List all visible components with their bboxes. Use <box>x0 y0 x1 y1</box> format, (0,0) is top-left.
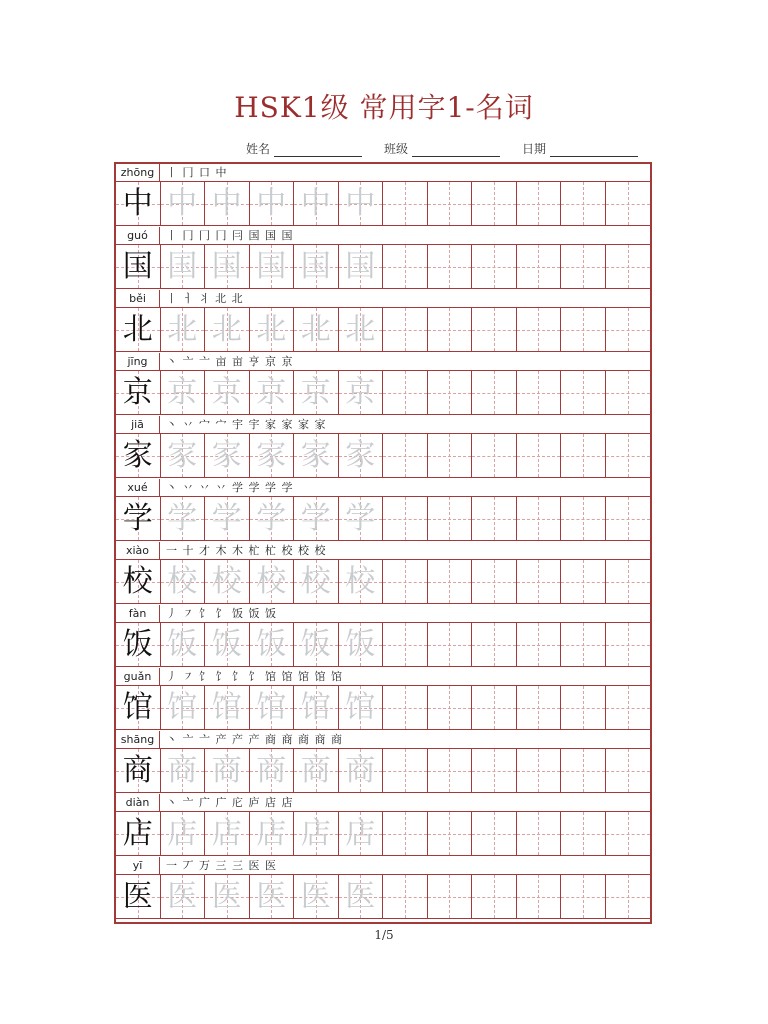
practice-row <box>116 416 650 479</box>
empty-practice-box[interactable] <box>472 497 517 540</box>
trace-box[interactable] <box>161 245 206 288</box>
empty-practice-box[interactable] <box>428 434 473 477</box>
stroke-order: 丶 亠 广 广 庀 庐 店 店 <box>166 796 294 809</box>
empty-practice-box[interactable] <box>561 875 606 918</box>
stroke-order: 丶 亠 亠 亩 亩 亨 京 京 <box>166 355 294 368</box>
empty-practice-box[interactable] <box>561 686 606 729</box>
stroke-order: 一 丆 万 三 三 医 医 <box>166 859 277 872</box>
trace-character: 商 <box>345 752 376 788</box>
name-field[interactable] <box>246 140 362 157</box>
trace-character: 店 <box>256 815 287 851</box>
model-character-box <box>116 623 161 666</box>
practice-row <box>116 605 650 668</box>
trace-box[interactable] <box>161 560 206 603</box>
trace-box[interactable] <box>205 875 250 918</box>
trace-character: 医 <box>167 878 198 914</box>
empty-practice-box[interactable] <box>517 812 562 855</box>
pinyin-label: diàn <box>116 794 160 812</box>
trace-box[interactable] <box>161 371 206 414</box>
page-number: 1/5 <box>374 928 394 942</box>
stroke-order: 丿 ㇇ 饣 饣 饭 饭 饭 <box>166 607 277 620</box>
practice-row <box>116 227 650 290</box>
empty-practice-box[interactable] <box>472 182 517 225</box>
date-line <box>550 142 638 157</box>
date-field[interactable] <box>522 140 638 157</box>
empty-practice-box[interactable] <box>561 371 606 414</box>
trace-character: 校 <box>211 563 242 599</box>
trace-box[interactable] <box>250 812 295 855</box>
empty-practice-box[interactable] <box>517 497 562 540</box>
empty-practice-box[interactable] <box>606 560 651 603</box>
writing-boxes <box>116 812 650 856</box>
pinyin-strip <box>116 416 650 434</box>
empty-practice-box[interactable] <box>428 875 473 918</box>
trace-box[interactable] <box>161 308 206 351</box>
trace-character: 中 <box>167 185 198 221</box>
trace-box[interactable] <box>250 497 295 540</box>
trace-box[interactable] <box>161 812 206 855</box>
empty-practice-box[interactable] <box>517 371 562 414</box>
trace-character: 医 <box>256 878 287 914</box>
writing-boxes <box>116 308 650 352</box>
trace-character: 学 <box>256 500 287 536</box>
trace-character: 中 <box>345 185 376 221</box>
practice-row <box>116 542 650 605</box>
model-character: 学 <box>122 500 153 536</box>
trace-character: 家 <box>211 437 242 473</box>
model-character: 馆 <box>122 689 153 725</box>
trace-box[interactable] <box>294 245 339 288</box>
model-character-box <box>116 812 161 855</box>
empty-practice-box[interactable] <box>561 560 606 603</box>
trace-box[interactable] <box>161 623 206 666</box>
trace-character: 店 <box>345 815 376 851</box>
trace-box[interactable] <box>205 560 250 603</box>
trace-box[interactable] <box>339 182 384 225</box>
trace-character: 北 <box>345 311 376 347</box>
trace-box[interactable] <box>205 812 250 855</box>
empty-practice-box[interactable] <box>561 434 606 477</box>
trace-box[interactable] <box>205 686 250 729</box>
trace-character: 京 <box>345 374 376 410</box>
pinyin-label: zhōng <box>116 164 160 182</box>
trace-character: 国 <box>211 248 242 284</box>
writing-boxes <box>116 623 650 667</box>
trace-box[interactable] <box>294 497 339 540</box>
trace-box[interactable] <box>205 308 250 351</box>
trace-character: 京 <box>256 374 287 410</box>
trace-box[interactable] <box>339 686 384 729</box>
trace-box[interactable] <box>294 308 339 351</box>
empty-practice-box[interactable] <box>561 812 606 855</box>
writing-boxes <box>116 560 650 604</box>
trace-box[interactable] <box>161 497 206 540</box>
empty-practice-box[interactable] <box>383 434 428 477</box>
pinyin-label: jīng <box>116 353 160 371</box>
trace-character: 饭 <box>300 626 331 662</box>
trace-character: 校 <box>256 563 287 599</box>
practice-grid <box>114 162 652 924</box>
empty-practice-box[interactable] <box>561 623 606 666</box>
model-character: 店 <box>122 815 153 851</box>
model-character-box <box>116 308 161 351</box>
trace-box[interactable] <box>205 497 250 540</box>
page-title: HSK1级 常用字1-名词 <box>234 91 534 124</box>
empty-practice-box[interactable] <box>428 749 473 792</box>
trace-box[interactable] <box>339 749 384 792</box>
empty-practice-box[interactable] <box>472 560 517 603</box>
trace-box[interactable] <box>205 182 250 225</box>
pinyin-label: guó <box>116 227 160 245</box>
empty-practice-box[interactable] <box>517 749 562 792</box>
empty-practice-box[interactable] <box>517 875 562 918</box>
empty-practice-box[interactable] <box>383 812 428 855</box>
trace-character: 学 <box>167 500 198 536</box>
empty-practice-box[interactable] <box>606 812 651 855</box>
pinyin-label: fàn <box>116 605 160 623</box>
trace-character: 校 <box>167 563 198 599</box>
trace-box[interactable] <box>339 560 384 603</box>
empty-practice-box[interactable] <box>383 182 428 225</box>
stroke-order: 丿 ㇇ 饣 饣 饣 饣 馆 馆 馆 馆 馆 <box>166 670 343 683</box>
trace-box[interactable] <box>294 812 339 855</box>
practice-row <box>116 668 650 731</box>
empty-practice-box[interactable] <box>472 812 517 855</box>
empty-practice-box[interactable] <box>472 623 517 666</box>
trace-character: 医 <box>300 878 331 914</box>
date-label: 日期 <box>522 142 547 156</box>
writing-boxes <box>116 245 650 289</box>
empty-practice-box[interactable] <box>517 686 562 729</box>
pinyin-strip <box>116 857 650 875</box>
empty-practice-box[interactable] <box>517 560 562 603</box>
trace-character: 中 <box>211 185 242 221</box>
empty-practice-box[interactable] <box>517 245 562 288</box>
model-character: 中 <box>122 185 153 221</box>
trace-box[interactable] <box>205 623 250 666</box>
trace-character: 国 <box>300 248 331 284</box>
trace-box[interactable] <box>339 623 384 666</box>
trace-character: 中 <box>256 185 287 221</box>
empty-practice-box[interactable] <box>606 623 651 666</box>
model-character-box <box>116 434 161 477</box>
trace-box[interactable] <box>161 434 206 477</box>
trace-box[interactable] <box>250 371 295 414</box>
name-line <box>274 142 362 157</box>
trace-character: 饭 <box>167 626 198 662</box>
trace-character: 馆 <box>211 689 242 725</box>
trace-box[interactable] <box>250 560 295 603</box>
model-character-box <box>116 371 161 414</box>
trace-box[interactable] <box>161 749 206 792</box>
trace-box[interactable] <box>250 434 295 477</box>
model-character-box <box>116 749 161 792</box>
pinyin-label: guǎn <box>116 668 160 686</box>
trace-character: 京 <box>167 374 198 410</box>
empty-practice-box[interactable] <box>606 497 651 540</box>
writing-boxes <box>116 686 650 730</box>
stroke-order: 丶 丷 宀 宀 宇 宇 家 家 家 家 <box>166 418 327 431</box>
trace-box[interactable] <box>250 245 295 288</box>
class-line <box>412 142 500 157</box>
trace-box[interactable] <box>205 245 250 288</box>
empty-practice-box[interactable] <box>428 497 473 540</box>
pinyin-label: yī <box>116 857 160 875</box>
name-label: 姓名 <box>246 142 271 156</box>
trace-character: 家 <box>167 437 198 473</box>
trace-box[interactable] <box>205 434 250 477</box>
empty-practice-box[interactable] <box>606 245 651 288</box>
practice-row <box>116 794 650 857</box>
empty-practice-box[interactable] <box>472 308 517 351</box>
practice-row <box>116 290 650 353</box>
trace-character: 饭 <box>211 626 242 662</box>
empty-practice-box[interactable] <box>517 182 562 225</box>
pinyin-strip <box>116 605 650 623</box>
trace-box[interactable] <box>161 875 206 918</box>
empty-practice-box[interactable] <box>517 434 562 477</box>
writing-boxes <box>116 182 650 226</box>
trace-box[interactable] <box>250 182 295 225</box>
trace-box[interactable] <box>250 686 295 729</box>
empty-practice-box[interactable] <box>606 434 651 477</box>
trace-character: 学 <box>345 500 376 536</box>
trace-box[interactable] <box>250 875 295 918</box>
empty-practice-box[interactable] <box>517 308 562 351</box>
stroke-order: 丶 亠 亠 产 产 产 商 商 商 商 商 <box>166 733 343 746</box>
pinyin-strip <box>116 668 650 686</box>
empty-practice-box[interactable] <box>606 371 651 414</box>
trace-character: 家 <box>256 437 287 473</box>
empty-practice-box[interactable] <box>428 560 473 603</box>
trace-box[interactable] <box>339 497 384 540</box>
pinyin-label: shāng <box>116 731 160 749</box>
student-info <box>246 140 638 157</box>
empty-practice-box[interactable] <box>606 182 651 225</box>
stroke-order: 丨 冂 冂 冂 冃 国 国 国 <box>166 229 294 242</box>
trace-character: 商 <box>167 752 198 788</box>
trace-box[interactable] <box>294 434 339 477</box>
model-character-box <box>116 686 161 729</box>
empty-practice-box[interactable] <box>561 308 606 351</box>
trace-box[interactable] <box>294 560 339 603</box>
empty-practice-box[interactable] <box>606 686 651 729</box>
practice-row <box>116 353 650 416</box>
trace-character: 饭 <box>256 626 287 662</box>
trace-character: 北 <box>300 311 331 347</box>
trace-box[interactable] <box>250 749 295 792</box>
model-character: 国 <box>122 248 153 284</box>
empty-practice-box[interactable] <box>383 686 428 729</box>
trace-character: 京 <box>300 374 331 410</box>
empty-practice-box[interactable] <box>472 245 517 288</box>
trace-character: 北 <box>211 311 242 347</box>
trace-character: 馆 <box>256 689 287 725</box>
model-character: 北 <box>122 311 153 347</box>
model-character: 校 <box>122 563 153 599</box>
trace-character: 店 <box>167 815 198 851</box>
trace-character: 馆 <box>167 689 198 725</box>
class-field[interactable] <box>384 140 500 157</box>
trace-box[interactable] <box>250 623 295 666</box>
trace-character: 家 <box>300 437 331 473</box>
stroke-order: 丶 丷 丷 丷 学 学 学 学 <box>166 481 294 494</box>
trace-character: 店 <box>211 815 242 851</box>
empty-practice-box[interactable] <box>561 245 606 288</box>
trace-box[interactable] <box>161 686 206 729</box>
model-character: 商 <box>122 752 153 788</box>
model-character-box <box>116 245 161 288</box>
trace-character: 学 <box>300 500 331 536</box>
trace-box[interactable] <box>339 434 384 477</box>
trace-character: 国 <box>345 248 376 284</box>
trace-character: 国 <box>256 248 287 284</box>
empty-practice-box[interactable] <box>383 560 428 603</box>
trace-character: 家 <box>345 437 376 473</box>
empty-practice-box[interactable] <box>472 686 517 729</box>
empty-practice-box[interactable] <box>428 686 473 729</box>
pinyin-strip <box>116 479 650 497</box>
empty-practice-box[interactable] <box>383 308 428 351</box>
trace-character: 京 <box>211 374 242 410</box>
empty-practice-box[interactable] <box>383 749 428 792</box>
empty-practice-box[interactable] <box>561 182 606 225</box>
pinyin-strip <box>116 227 650 245</box>
empty-practice-box[interactable] <box>561 749 606 792</box>
trace-character: 北 <box>256 311 287 347</box>
pinyin-label: xué <box>116 479 160 497</box>
pinyin-strip <box>116 164 650 182</box>
trace-box[interactable] <box>339 875 384 918</box>
trace-character: 校 <box>345 563 376 599</box>
empty-practice-box[interactable] <box>428 182 473 225</box>
practice-row <box>116 479 650 542</box>
trace-character: 馆 <box>345 689 376 725</box>
writing-boxes <box>116 434 650 478</box>
pinyin-strip <box>116 794 650 812</box>
trace-box[interactable] <box>294 182 339 225</box>
writing-boxes <box>116 371 650 415</box>
trace-character: 国 <box>167 248 198 284</box>
pinyin-label: jiā <box>116 416 160 434</box>
model-character: 医 <box>122 878 153 914</box>
empty-practice-box[interactable] <box>606 308 651 351</box>
writing-boxes <box>116 749 650 793</box>
empty-practice-box[interactable] <box>561 497 606 540</box>
empty-practice-box[interactable] <box>428 245 473 288</box>
empty-practice-box[interactable] <box>517 623 562 666</box>
trace-box[interactable] <box>294 371 339 414</box>
trace-box[interactable] <box>294 686 339 729</box>
trace-character: 中 <box>300 185 331 221</box>
empty-practice-box[interactable] <box>428 623 473 666</box>
empty-practice-box[interactable] <box>383 245 428 288</box>
trace-character: 饭 <box>345 626 376 662</box>
trace-character: 商 <box>256 752 287 788</box>
practice-row <box>116 857 650 920</box>
trace-box[interactable] <box>205 371 250 414</box>
empty-practice-box[interactable] <box>472 434 517 477</box>
model-character-box <box>116 875 161 918</box>
trace-character: 学 <box>211 500 242 536</box>
pinyin-strip <box>116 542 650 560</box>
trace-box[interactable] <box>339 371 384 414</box>
pinyin-strip <box>116 290 650 308</box>
writing-boxes <box>116 497 650 541</box>
trace-character: 北 <box>167 311 198 347</box>
trace-character: 医 <box>345 878 376 914</box>
empty-practice-box[interactable] <box>383 875 428 918</box>
model-character: 饭 <box>122 626 153 662</box>
empty-practice-box[interactable] <box>606 749 651 792</box>
trace-box[interactable] <box>294 875 339 918</box>
empty-practice-box[interactable] <box>472 749 517 792</box>
model-character-box <box>116 182 161 225</box>
trace-character: 店 <box>300 815 331 851</box>
empty-practice-box[interactable] <box>428 371 473 414</box>
trace-character: 医 <box>211 878 242 914</box>
stroke-order: 丨 ㅓ 丬 北 北 <box>166 292 244 305</box>
trace-box[interactable] <box>161 182 206 225</box>
trace-character: 商 <box>300 752 331 788</box>
class-label: 班级 <box>384 142 409 156</box>
empty-practice-box[interactable] <box>428 308 473 351</box>
trace-box[interactable] <box>339 308 384 351</box>
pinyin-strip <box>116 353 650 371</box>
empty-practice-box[interactable] <box>472 875 517 918</box>
trace-character: 校 <box>300 563 331 599</box>
empty-practice-box[interactable] <box>383 623 428 666</box>
empty-practice-box[interactable] <box>383 497 428 540</box>
trace-box[interactable] <box>250 308 295 351</box>
trace-box[interactable] <box>294 623 339 666</box>
trace-box[interactable] <box>294 749 339 792</box>
stroke-order: 一 十 才 木 木 杧 杧 校 校 校 <box>166 544 327 557</box>
model-character: 京 <box>122 374 153 410</box>
pinyin-label: běi <box>116 290 160 308</box>
model-character: 家 <box>122 437 153 473</box>
practice-row <box>116 731 650 794</box>
pinyin-strip <box>116 731 650 749</box>
trace-character: 商 <box>211 752 242 788</box>
trace-box[interactable] <box>339 245 384 288</box>
practice-row <box>116 164 650 227</box>
trace-box[interactable] <box>339 812 384 855</box>
stroke-order: 丨 冂 口 中 <box>166 166 228 179</box>
empty-practice-box[interactable] <box>428 812 473 855</box>
trace-character: 馆 <box>300 689 331 725</box>
writing-boxes <box>116 875 650 919</box>
empty-practice-box[interactable] <box>606 875 651 918</box>
empty-practice-box[interactable] <box>383 371 428 414</box>
trace-box[interactable] <box>205 749 250 792</box>
model-character-box <box>116 497 161 540</box>
model-character-box <box>116 560 161 603</box>
empty-practice-box[interactable] <box>472 371 517 414</box>
pinyin-label: xiào <box>116 542 160 560</box>
